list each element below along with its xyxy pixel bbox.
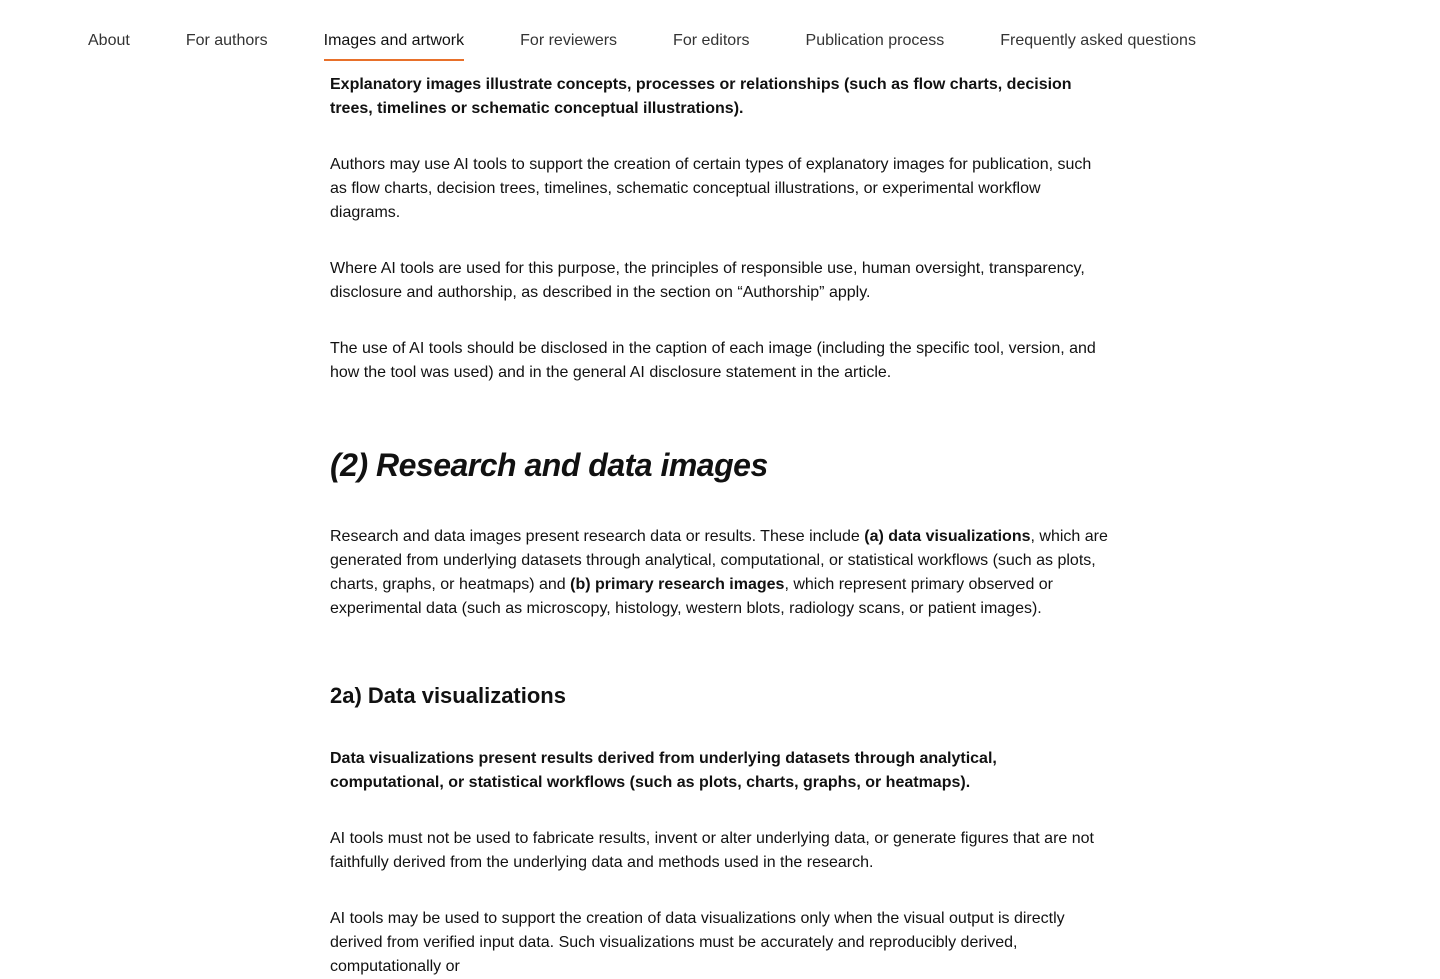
- explanatory-paragraph-2: Where AI tools are used for this purpose, the principles of responsible use, human oversight, transparency, disclosure and authorship, as described in the section on “Authorship” apply.: [330, 260, 1085, 301]
- data-visualizations-paragraph-1: AI tools must not be used to fabricate results, invent or alter underlying data, or generate figures that are not faithfully derived from the underlying data and methods used in the research.: [330, 830, 1094, 871]
- data-visualizations-lead-text: Data visualizations present results derived from underlying datasets through analytical, computational, or statistical workflows (such as plots, charts, graphs, or heatmaps).: [330, 750, 997, 791]
- nav-list: [88, 28, 1196, 61]
- research-data-intro: [330, 525, 1110, 621]
- nav-tab-about[interactable]: About: [88, 32, 130, 49]
- section-heading-research-data-images: (2) Research and data images: [330, 447, 768, 483]
- data-visualizations-term: (a) data visualizations: [864, 528, 1031, 545]
- research-data-intro-text-3: , which represent primary observed or experimental data (such as microscopy, histology, western blots, radiology scans, or patient images).: [330, 576, 1054, 617]
- explanatory-images-lead-text: Explanatory images illustrate concepts, processes or relationships (such as flow charts, decision trees, timelines or schematic conceptual illustrations).: [330, 76, 1072, 117]
- nav-tab-for-editors[interactable]: For editors: [673, 32, 750, 49]
- nav-tab-publication-process[interactable]: Publication process: [805, 32, 945, 49]
- research-data-intro-text-1: Research and data images present research data or results. These include: [330, 528, 865, 545]
- explanatory-paragraph-1: Authors may use AI tools to support the creation of certain types of explanatory images for publication, such as flow charts, decision trees, timelines, schematic conceptual illustrations, or experimental workflow diagrams.: [330, 156, 1092, 221]
- nav-tab-for-authors[interactable]: For authors: [185, 32, 268, 49]
- data-visualizations-lead: [330, 747, 1110, 795]
- explanatory-paragraph-3: The use of AI tools should be disclosed in the caption of each image (including the specific tool, version, and how the tool was used) and in the general AI disclosure statement in the article.: [330, 340, 1096, 381]
- article-content: [330, 73, 1110, 979]
- section-heading-data-visualizations: 2a) Data visualizations: [330, 683, 566, 708]
- primary-research-images-term: (b) primary research images: [570, 576, 785, 593]
- data-visualizations-paragraph-2: AI tools may be used to support the creation of data visualizations only when the visual output is directly derived from verified input data. Such visualizations must be accurately and reproducibly derived, computationally or: [330, 910, 1065, 975]
- research-data-intro-text-2: , which are generated from underlying datasets through analytical, computational, or statistical workflows (such as plots, charts, graphs, or heatmaps) and: [330, 528, 1108, 593]
- nav-tab-images-and-artwork[interactable]: Images and artwork: [324, 28, 465, 61]
- nav-tab-for-reviewers[interactable]: For reviewers: [520, 32, 618, 49]
- explanatory-images-lead: [330, 73, 1110, 121]
- nav-tab-faq[interactable]: Frequently asked questions: [1000, 32, 1196, 49]
- section-tab-nav: [0, 0, 1440, 68]
